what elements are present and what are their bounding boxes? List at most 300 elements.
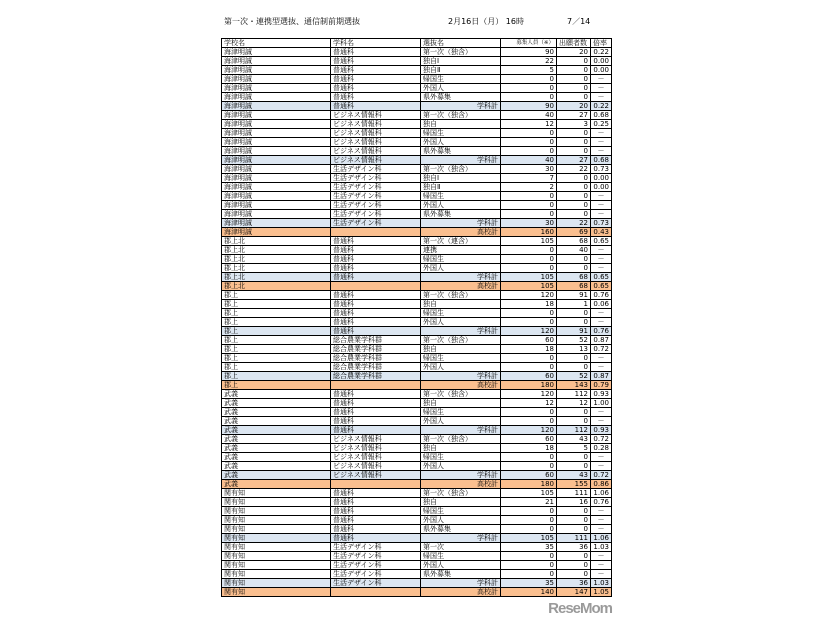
applicants-cell: 36 xyxy=(557,543,591,552)
col-ratio: 倍率 xyxy=(591,39,612,48)
ratio-cell: － xyxy=(591,462,612,471)
selection-cell: 外国人 xyxy=(421,561,501,570)
course-cell xyxy=(331,480,421,489)
school-cell: 郡上 xyxy=(222,327,331,336)
course-cell: 普通科 xyxy=(331,93,421,102)
applicants-cell: 0 xyxy=(557,507,591,516)
quota-cell: 0 xyxy=(501,453,557,462)
quota-cell: 105 xyxy=(501,237,557,246)
quota-cell: 30 xyxy=(501,219,557,228)
school-cell: 関有知 xyxy=(222,543,331,552)
applicants-cell: 0 xyxy=(557,453,591,462)
quota-cell: 0 xyxy=(501,507,557,516)
course-cell: 普通科 xyxy=(331,525,421,534)
course-cell: 普通科 xyxy=(331,390,421,399)
ratio-cell: － xyxy=(591,525,612,534)
course-cell: 生活デザイン科 xyxy=(331,201,421,210)
ratio-cell: － xyxy=(591,507,612,516)
applicants-cell: 68 xyxy=(557,282,591,291)
course-cell: ビジネス情報科 xyxy=(331,147,421,156)
table-row xyxy=(222,318,612,327)
quota-cell: 120 xyxy=(501,426,557,435)
table-row xyxy=(222,570,612,579)
selection-cell: 外国人 xyxy=(421,84,501,93)
quota-cell: 0 xyxy=(501,516,557,525)
selection-cell: 学科計 xyxy=(421,372,501,381)
course-cell: 普通科 xyxy=(331,255,421,264)
selection-cell: 独自 xyxy=(421,444,501,453)
table-row xyxy=(222,264,612,273)
school-cell: 関有知 xyxy=(222,507,331,516)
school-cell: 関有知 xyxy=(222,570,331,579)
applicants-cell: 111 xyxy=(557,489,591,498)
subtotal-row xyxy=(222,219,612,228)
selection-cell: 第一次（連含） xyxy=(421,237,501,246)
ratio-cell: 0.76 xyxy=(591,498,612,507)
quota-cell: 0 xyxy=(501,84,557,93)
table-row xyxy=(222,48,612,57)
table-row xyxy=(222,93,612,102)
selection-cell: 第一次（独含） xyxy=(421,435,501,444)
selection-cell: 帰国生 xyxy=(421,255,501,264)
ratio-cell: 0.65 xyxy=(591,237,612,246)
ratio-cell: 0.00 xyxy=(591,57,612,66)
school-cell: 海津明誠 xyxy=(222,84,331,93)
table-row xyxy=(222,525,612,534)
applicants-cell: 0 xyxy=(557,552,591,561)
course-cell: ビジネス情報科 xyxy=(331,444,421,453)
applicants-cell: 0 xyxy=(557,201,591,210)
school-cell: 関有知 xyxy=(222,525,331,534)
applicants-cell: 22 xyxy=(557,165,591,174)
selection-cell: 高校計 xyxy=(421,228,501,237)
applicants-cell: 0 xyxy=(557,192,591,201)
course-cell xyxy=(331,282,421,291)
school-cell: 海津明誠 xyxy=(222,228,331,237)
course-cell: 普通科 xyxy=(331,102,421,111)
quota-cell: 0 xyxy=(501,264,557,273)
ratio-cell: 0.73 xyxy=(591,165,612,174)
quota-cell: 105 xyxy=(501,489,557,498)
ratio-cell: － xyxy=(591,192,612,201)
school-cell: 関有知 xyxy=(222,588,331,597)
quota-cell: 120 xyxy=(501,390,557,399)
quota-cell: 160 xyxy=(501,228,557,237)
ratio-cell: － xyxy=(591,453,612,462)
ratio-cell: 0.72 xyxy=(591,471,612,480)
school-total-row xyxy=(222,282,612,291)
selection-cell: 学科計 xyxy=(421,579,501,588)
ratio-cell: 0.79 xyxy=(591,381,612,390)
quota-cell: 180 xyxy=(501,480,557,489)
school-cell: 海津明誠 xyxy=(222,93,331,102)
col-selection: 選抜名 xyxy=(421,39,501,48)
applicants-cell: 0 xyxy=(557,462,591,471)
ratio-cell: － xyxy=(591,354,612,363)
selection-cell: 高校計 xyxy=(421,381,501,390)
course-cell: 生活デザイン科 xyxy=(331,165,421,174)
table-row xyxy=(222,246,612,255)
selection-cell: 帰国生 xyxy=(421,309,501,318)
selection-cell: 第一次（独含） xyxy=(421,48,501,57)
selection-cell: 高校計 xyxy=(421,588,501,597)
course-cell xyxy=(331,381,421,390)
applicants-cell: 0 xyxy=(557,129,591,138)
table-row xyxy=(222,408,612,417)
quota-cell: 0 xyxy=(501,318,557,327)
ratio-cell: 0.65 xyxy=(591,273,612,282)
school-cell: 関有知 xyxy=(222,534,331,543)
selection-cell: 第一次（独含） xyxy=(421,165,501,174)
quota-cell: 40 xyxy=(501,156,557,165)
school-cell: 郡上 xyxy=(222,363,331,372)
ratio-cell: － xyxy=(591,75,612,84)
selection-cell: 学科計 xyxy=(421,273,501,282)
applicants-cell: 16 xyxy=(557,498,591,507)
applicants-cell: 0 xyxy=(557,309,591,318)
applicant-table xyxy=(221,38,612,597)
selection-cell: 県外募集 xyxy=(421,570,501,579)
applicants-cell: 0 xyxy=(557,93,591,102)
ratio-cell: － xyxy=(591,552,612,561)
course-cell: 総合農業学科群 xyxy=(331,363,421,372)
table-row xyxy=(222,552,612,561)
school-cell: 関有知 xyxy=(222,552,331,561)
subtotal-row xyxy=(222,579,612,588)
selection-cell: 独自Ⅱ xyxy=(421,66,501,75)
applicants-cell: 27 xyxy=(557,156,591,165)
school-cell: 海津明誠 xyxy=(222,201,331,210)
school-cell: 海津明誠 xyxy=(222,66,331,75)
course-cell: 普通科 xyxy=(331,417,421,426)
subtotal-row xyxy=(222,534,612,543)
school-cell: 武義 xyxy=(222,471,331,480)
quota-cell: 0 xyxy=(501,462,557,471)
selection-cell: 帰国生 xyxy=(421,552,501,561)
applicants-cell: 40 xyxy=(557,246,591,255)
school-cell: 海津明誠 xyxy=(222,111,331,120)
table-row xyxy=(222,57,612,66)
selection-cell: 学科計 xyxy=(421,327,501,336)
table-row xyxy=(222,309,612,318)
quota-cell: 120 xyxy=(501,291,557,300)
quota-cell: 0 xyxy=(501,525,557,534)
ratio-cell: 0.22 xyxy=(591,48,612,57)
school-cell: 武義 xyxy=(222,399,331,408)
applicants-cell: 0 xyxy=(557,417,591,426)
applicants-cell: 52 xyxy=(557,372,591,381)
col-quota: 募集人員（※） xyxy=(501,39,557,48)
school-cell: 郡上北 xyxy=(222,264,331,273)
table-row xyxy=(222,201,612,210)
quota-cell: 40 xyxy=(501,111,557,120)
applicants-cell: 155 xyxy=(557,480,591,489)
quota-cell: 21 xyxy=(501,498,557,507)
applicants-cell: 36 xyxy=(557,579,591,588)
course-cell: ビジネス情報科 xyxy=(331,120,421,129)
course-cell: 普通科 xyxy=(331,516,421,525)
ratio-cell: 0.87 xyxy=(591,336,612,345)
course-cell: 普通科 xyxy=(331,426,421,435)
school-cell: 郡上北 xyxy=(222,282,331,291)
applicants-cell: 0 xyxy=(557,255,591,264)
ratio-cell: 0.06 xyxy=(591,300,612,309)
table-row xyxy=(222,336,612,345)
quota-cell: 0 xyxy=(501,201,557,210)
quota-cell: 35 xyxy=(501,579,557,588)
quota-cell: 5 xyxy=(501,66,557,75)
table-row xyxy=(222,453,612,462)
quota-cell: 105 xyxy=(501,534,557,543)
school-cell: 海津明誠 xyxy=(222,102,331,111)
ratio-cell: 0.00 xyxy=(591,183,612,192)
selection-cell: 帰国生 xyxy=(421,129,501,138)
selection-cell: 外国人 xyxy=(421,516,501,525)
school-cell: 郡上 xyxy=(222,345,331,354)
course-cell xyxy=(331,588,421,597)
applicants-cell: 68 xyxy=(557,273,591,282)
quota-cell: 180 xyxy=(501,381,557,390)
ratio-cell: － xyxy=(591,309,612,318)
table-row xyxy=(222,489,612,498)
col-course: 学科名 xyxy=(331,39,421,48)
course-cell: 普通科 xyxy=(331,273,421,282)
selection-cell: 県外募集 xyxy=(421,147,501,156)
school-cell: 郡上 xyxy=(222,354,331,363)
applicants-cell: 43 xyxy=(557,471,591,480)
ratio-cell: 0.76 xyxy=(591,327,612,336)
school-cell: 海津明誠 xyxy=(222,48,331,57)
selection-cell: 独自 xyxy=(421,120,501,129)
course-cell: ビジネス情報科 xyxy=(331,129,421,138)
selection-cell: 外国人 xyxy=(421,201,501,210)
quota-cell: 0 xyxy=(501,192,557,201)
course-cell: 生活デザイン科 xyxy=(331,561,421,570)
course-cell: 生活デザイン科 xyxy=(331,570,421,579)
ratio-cell: 0.65 xyxy=(591,282,612,291)
school-cell: 武義 xyxy=(222,453,331,462)
selection-cell: 第一次（独含） xyxy=(421,489,501,498)
selection-cell: 第一次（独含） xyxy=(421,390,501,399)
ratio-cell: 1.03 xyxy=(591,543,612,552)
ratio-cell: 0.25 xyxy=(591,120,612,129)
quota-cell: 0 xyxy=(501,147,557,156)
col-applicants: 出願者数 xyxy=(557,39,591,48)
ratio-cell: 1.06 xyxy=(591,489,612,498)
subtotal-row xyxy=(222,156,612,165)
subtotal-row xyxy=(222,471,612,480)
table-row xyxy=(222,84,612,93)
table-row xyxy=(222,363,612,372)
applicants-cell: 0 xyxy=(557,183,591,192)
course-cell: 普通科 xyxy=(331,507,421,516)
school-cell: 海津明誠 xyxy=(222,156,331,165)
applicants-cell: 0 xyxy=(557,570,591,579)
table-row xyxy=(222,174,612,183)
applicants-cell: 147 xyxy=(557,588,591,597)
course-cell: 普通科 xyxy=(331,300,421,309)
quota-cell: 60 xyxy=(501,471,557,480)
table-row xyxy=(222,399,612,408)
ratio-cell: 0.22 xyxy=(591,102,612,111)
table-row xyxy=(222,75,612,84)
applicants-cell: 20 xyxy=(557,48,591,57)
quota-cell: 0 xyxy=(501,408,557,417)
applicants-cell: 5 xyxy=(557,444,591,453)
school-cell: 郡上 xyxy=(222,300,331,309)
ratio-cell: － xyxy=(591,363,612,372)
course-cell: 生活デザイン科 xyxy=(331,543,421,552)
ratio-cell: 0.68 xyxy=(591,156,612,165)
school-cell: 海津明誠 xyxy=(222,219,331,228)
applicants-cell: 13 xyxy=(557,345,591,354)
ratio-cell: 1.06 xyxy=(591,534,612,543)
ratio-cell: － xyxy=(591,84,612,93)
quota-cell: 2 xyxy=(501,183,557,192)
school-cell: 海津明誠 xyxy=(222,165,331,174)
table-row xyxy=(222,237,612,246)
quota-cell: 30 xyxy=(501,165,557,174)
course-cell: 生活デザイン科 xyxy=(331,552,421,561)
applicants-cell: 0 xyxy=(557,147,591,156)
applicants-cell: 1 xyxy=(557,300,591,309)
selection-cell: 外国人 xyxy=(421,318,501,327)
selection-cell: 高校計 xyxy=(421,480,501,489)
course-cell: 普通科 xyxy=(331,498,421,507)
quota-cell: 60 xyxy=(501,372,557,381)
course-cell: 普通科 xyxy=(331,237,421,246)
course-cell: ビジネス情報科 xyxy=(331,111,421,120)
applicants-cell: 20 xyxy=(557,102,591,111)
school-cell: 武義 xyxy=(222,480,331,489)
ratio-cell: － xyxy=(591,138,612,147)
table-row xyxy=(222,255,612,264)
course-cell: 普通科 xyxy=(331,408,421,417)
selection-cell: 高校計 xyxy=(421,282,501,291)
table-row xyxy=(222,390,612,399)
selection-cell: 外国人 xyxy=(421,363,501,372)
selection-cell: 学科計 xyxy=(421,219,501,228)
quota-cell: 0 xyxy=(501,552,557,561)
table-row xyxy=(222,147,612,156)
course-cell: 普通科 xyxy=(331,48,421,57)
quota-cell: 90 xyxy=(501,102,557,111)
ratio-cell: 0.68 xyxy=(591,111,612,120)
table-row xyxy=(222,183,612,192)
school-total-row xyxy=(222,588,612,597)
course-cell: 普通科 xyxy=(331,399,421,408)
quota-cell: 60 xyxy=(501,336,557,345)
ratio-cell: 1.03 xyxy=(591,579,612,588)
applicants-cell: 0 xyxy=(557,75,591,84)
selection-cell: 第一次（独含） xyxy=(421,291,501,300)
ratio-cell: － xyxy=(591,264,612,273)
selection-cell: 学科計 xyxy=(421,102,501,111)
school-cell: 郡上 xyxy=(222,381,331,390)
selection-cell: 帰国生 xyxy=(421,507,501,516)
course-cell: 総合農業学科群 xyxy=(331,336,421,345)
applicants-cell: 0 xyxy=(557,138,591,147)
selection-cell: 学科計 xyxy=(421,156,501,165)
selection-cell: 学科計 xyxy=(421,471,501,480)
quota-cell: 0 xyxy=(501,75,557,84)
selection-cell: 独自 xyxy=(421,498,501,507)
ratio-cell: － xyxy=(591,129,612,138)
ratio-cell: 0.00 xyxy=(591,66,612,75)
selection-cell: 帰国生 xyxy=(421,192,501,201)
school-cell: 武義 xyxy=(222,435,331,444)
school-cell: 関有知 xyxy=(222,516,331,525)
quota-cell: 0 xyxy=(501,570,557,579)
table-row xyxy=(222,561,612,570)
school-cell: 武義 xyxy=(222,417,331,426)
applicants-cell: 91 xyxy=(557,291,591,300)
school-cell: 海津明誠 xyxy=(222,147,331,156)
table-row xyxy=(222,462,612,471)
course-cell: 普通科 xyxy=(331,327,421,336)
school-cell: 郡上 xyxy=(222,336,331,345)
ratio-cell: － xyxy=(591,570,612,579)
table-row xyxy=(222,543,612,552)
selection-cell: 外国人 xyxy=(421,138,501,147)
ratio-cell: － xyxy=(591,246,612,255)
school-cell: 海津明誠 xyxy=(222,210,331,219)
selection-cell: 県外募集 xyxy=(421,93,501,102)
table-row xyxy=(222,354,612,363)
quota-cell: 0 xyxy=(501,93,557,102)
quota-cell: 12 xyxy=(501,399,557,408)
table-header-row xyxy=(222,39,612,48)
applicants-cell: 68 xyxy=(557,237,591,246)
selection-cell: 外国人 xyxy=(421,264,501,273)
ratio-cell: 1.00 xyxy=(591,399,612,408)
course-cell: ビジネス情報科 xyxy=(331,471,421,480)
course-cell: 生活デザイン科 xyxy=(331,174,421,183)
school-cell: 郡上北 xyxy=(222,237,331,246)
course-cell: 普通科 xyxy=(331,75,421,84)
course-cell: 普通科 xyxy=(331,318,421,327)
ratio-cell: － xyxy=(591,147,612,156)
school-cell: 海津明誠 xyxy=(222,120,331,129)
selection-cell: 第一次（独含） xyxy=(421,336,501,345)
school-cell: 海津明誠 xyxy=(222,174,331,183)
course-cell: 普通科 xyxy=(331,246,421,255)
table-row xyxy=(222,129,612,138)
applicants-cell: 0 xyxy=(557,525,591,534)
quota-cell: 7 xyxy=(501,174,557,183)
applicants-cell: 0 xyxy=(557,84,591,93)
table-row xyxy=(222,516,612,525)
course-cell: 生活デザイン科 xyxy=(331,183,421,192)
subtotal-row xyxy=(222,102,612,111)
selection-cell: 県外募集 xyxy=(421,525,501,534)
document-title: 第一次・連携型選抜、通信制前期選抜 xyxy=(224,17,360,26)
course-cell: 普通科 xyxy=(331,489,421,498)
quota-cell: 105 xyxy=(501,282,557,291)
school-cell: 郡上 xyxy=(222,291,331,300)
school-total-row xyxy=(222,480,612,489)
selection-cell: 県外募集 xyxy=(421,210,501,219)
applicants-cell: 22 xyxy=(557,219,591,228)
quota-cell: 0 xyxy=(501,210,557,219)
course-cell: ビジネス情報科 xyxy=(331,156,421,165)
course-cell: ビジネス情報科 xyxy=(331,453,421,462)
school-cell: 関有知 xyxy=(222,561,331,570)
ratio-cell: 0.87 xyxy=(591,372,612,381)
applicants-cell: 0 xyxy=(557,561,591,570)
course-cell: ビジネス情報科 xyxy=(331,435,421,444)
table-row xyxy=(222,111,612,120)
